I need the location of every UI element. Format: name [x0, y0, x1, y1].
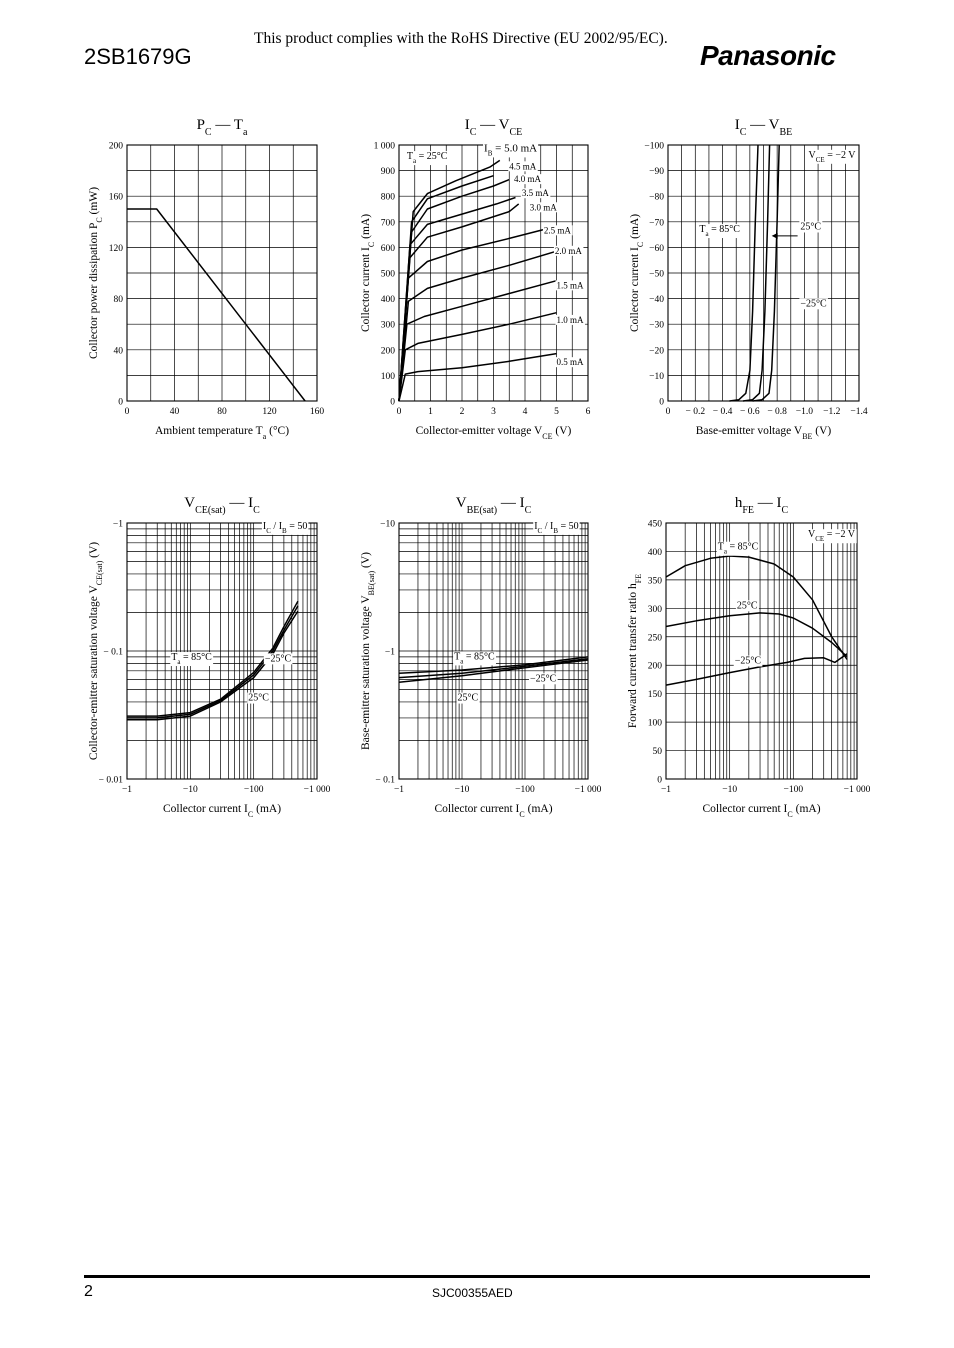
- chart-title: $V_{BE(sat)}$ — $I_C$: [455, 495, 532, 516]
- x-tick-label: 40: [169, 407, 180, 417]
- x-tick-label: 0: [665, 407, 671, 417]
- x-tick-label: −1 000: [843, 785, 871, 795]
- y-tick-label: −90: [649, 167, 664, 178]
- y-tick-label: 40: [113, 346, 123, 357]
- y-axis-label: Forward current transfer ratio $h_{FE}$: [627, 573, 643, 729]
- x-tick-label: 0: [396, 407, 402, 417]
- brand-logo: Panasonic: [700, 40, 836, 71]
- y-tick-label: 160: [108, 192, 123, 203]
- part-number: 2SB1679G: [84, 44, 192, 69]
- y-axis-label: Collector-emitter saturation voltage $V_{CE(sat)}$ (V): [88, 541, 104, 761]
- x-tick-label: −10: [182, 785, 198, 795]
- y-axis-label: Base-emitter saturation voltage $V_{BE(sat)}$ (V): [360, 552, 376, 750]
- annotation: 25°C: [248, 692, 269, 704]
- annotation: $T_a = 85^\circ C$: [171, 652, 212, 667]
- y-tick-label: −1: [384, 647, 395, 658]
- x-tick-label: 2: [459, 407, 465, 417]
- annotation: $T_a = 25^\circ C$: [406, 151, 448, 166]
- y-tick-label: 800: [380, 192, 395, 203]
- y-axis-label: Collector current $I_C$ (mA): [629, 213, 645, 333]
- y-tick-label: −20: [649, 346, 664, 357]
- x-tick-label: −1.4: [850, 407, 868, 417]
- annotation: $I_C / I_B = 50$: [534, 520, 579, 535]
- y-tick-label: 300: [647, 604, 662, 615]
- plot-frame: [666, 523, 857, 779]
- x-tick-label: 4: [522, 407, 528, 417]
- y-tick-label: 100: [380, 371, 395, 382]
- y-tick-label: 150: [647, 690, 662, 701]
- x-tick-label: 6: [585, 407, 591, 417]
- chart-title: $I_C$ — $V_{BE}$: [734, 117, 793, 138]
- y-tick-label: −50: [649, 269, 664, 280]
- y-tick-label: 400: [647, 547, 662, 558]
- y-tick-label: 100: [647, 718, 662, 729]
- y-tick-label: 0: [390, 397, 395, 408]
- annotation: 25°C: [457, 692, 479, 704]
- x-tick-label: −100: [783, 785, 804, 795]
- x-axis-label: Collector current $I_C$ (mA): [702, 803, 821, 819]
- y-tick-label: 500: [380, 269, 395, 280]
- x-axis-label: Collector-emitter voltage $V_{CE}$ (V): [415, 425, 572, 441]
- x-tick-label: −1: [121, 785, 133, 795]
- x-axis-label: Base-emitter voltage $V_{BE}$ (V): [695, 425, 832, 441]
- annotation: $V_{CE} = -2$ V: [808, 529, 856, 544]
- annotation: 0.5 mA: [556, 357, 584, 368]
- chart-hfe-ic: [627, 495, 871, 819]
- y-tick-label: 400: [380, 295, 395, 306]
- chart-ic-vce: [360, 117, 591, 441]
- annotation: 4.0 mA: [513, 174, 541, 185]
- x-tick-label: −10: [722, 785, 738, 795]
- x-axis-label: Collector current $I_C$ (mA): [162, 803, 282, 819]
- annotation: $T_a = 85^\circ C$: [699, 224, 740, 239]
- y-tick-label: −70: [649, 218, 664, 229]
- y-tick-label: − 0.1: [375, 775, 395, 786]
- y-tick-label: −30: [649, 320, 664, 331]
- chart-title: $P_C$ — $T_a$: [196, 117, 248, 138]
- y-tick-label: −40: [649, 295, 664, 306]
- x-tick-label: − 0.6: [740, 407, 760, 417]
- y-tick-label: 200: [647, 661, 662, 672]
- x-tick-label: 3: [491, 407, 496, 417]
- y-tick-label: 900: [380, 167, 395, 178]
- y-tick-label: 200: [380, 346, 395, 357]
- y-tick-label: −100: [644, 141, 664, 152]
- annotation: −25°C: [734, 655, 762, 667]
- annotation: $T_a = 85^\circ C$: [454, 651, 495, 666]
- page-number: 2: [84, 1283, 93, 1300]
- x-tick-label: 5: [554, 407, 559, 417]
- y-tick-label: 200: [108, 141, 123, 152]
- x-tick-label: 0: [124, 407, 130, 417]
- y-axis-label: Collector current $I_C$ (mA): [360, 213, 376, 333]
- y-tick-label: 1 000: [373, 141, 395, 152]
- annotation: 1.5 mA: [556, 280, 584, 291]
- y-tick-label: 700: [380, 218, 395, 229]
- y-tick-label: 450: [647, 519, 662, 530]
- annotation: $T_a = 85^\circ C$: [717, 541, 759, 556]
- arrow-head: [772, 233, 778, 239]
- x-tick-label: − 0.8: [767, 407, 787, 417]
- annotation: 3.5 mA: [521, 188, 549, 199]
- x-tick-label: 120: [262, 407, 277, 417]
- annotation: −25°C: [264, 653, 292, 665]
- y-tick-label: 0: [659, 397, 664, 408]
- rohs-notice: This product complies with the RoHS Directive (EU 2002/95/EC).: [254, 30, 668, 47]
- annotation: $I_C / I_B = 50$: [262, 520, 308, 535]
- chart-title: $V_{CE(sat)}$ — $I_C$: [184, 495, 260, 516]
- x-tick-label: −100: [243, 785, 264, 795]
- chart-vbesat-ic: [360, 495, 602, 819]
- y-tick-label: 0: [657, 775, 662, 786]
- x-tick-label: −1.2: [823, 407, 841, 417]
- annotation: −25°C: [800, 298, 827, 310]
- x-axis-label: Collector current $I_C$ (mA): [434, 803, 553, 819]
- chart-pc-ta: [88, 117, 324, 441]
- y-tick-label: −60: [649, 243, 664, 254]
- annotation: 2.0 mA: [554, 245, 582, 256]
- footer-rule: [84, 1275, 870, 1278]
- y-tick-label: 250: [647, 633, 662, 644]
- x-axis-label: Ambient temperature $T_a$ (°C): [154, 425, 290, 441]
- chart-title: $h_{FE}$ — $I_C$: [734, 495, 789, 516]
- x-tick-label: −1: [393, 785, 405, 795]
- chart-title: $I_C$ — $V_{CE}$: [464, 117, 523, 138]
- annotation: 2.5 mA: [543, 225, 571, 236]
- x-tick-label: 1: [428, 407, 433, 417]
- y-tick-label: 50: [652, 747, 662, 758]
- y-tick-label: 600: [380, 243, 395, 254]
- chart-vcesat-ic: [88, 495, 331, 819]
- x-tick-label: −1.0: [795, 407, 814, 417]
- grid: [127, 520, 317, 779]
- series-line: [666, 613, 847, 657]
- y-tick-label: 350: [647, 576, 662, 587]
- annotation: 25°C: [800, 221, 822, 233]
- x-tick-label: −10: [454, 785, 470, 795]
- grid: [666, 523, 857, 779]
- grid: [668, 145, 859, 401]
- x-tick-label: 80: [217, 407, 227, 417]
- y-tick-label: 300: [380, 320, 395, 331]
- annotation: 25°C: [736, 600, 758, 612]
- y-tick-label: 80: [113, 295, 123, 306]
- x-tick-label: −1: [660, 785, 672, 795]
- y-tick-label: 0: [118, 397, 123, 408]
- annotation: $I_B = 5.0$ mA: [484, 142, 538, 158]
- x-tick-label: − 0.2: [685, 407, 706, 417]
- y-axis-label: Collector power dissipation $P_C$ (mW): [88, 186, 104, 360]
- document-code: SJC00355AED: [432, 1286, 513, 1300]
- y-tick-label: −10: [380, 519, 395, 530]
- y-tick-label: 120: [108, 243, 123, 254]
- annotation: $V_{CE} = -2$ V: [808, 149, 856, 164]
- y-tick-label: −1: [112, 519, 123, 530]
- annotation: −25°C: [529, 673, 557, 685]
- y-tick-label: − 0.01: [98, 775, 123, 786]
- y-tick-label: −10: [649, 371, 664, 382]
- x-tick-label: −1 000: [574, 785, 602, 795]
- x-tick-label: − 0.4: [712, 407, 733, 417]
- x-tick-label: −1 000: [303, 785, 331, 795]
- x-tick-label: 160: [309, 407, 325, 417]
- annotation: 1.0 mA: [556, 314, 584, 325]
- series-line: [127, 209, 305, 401]
- y-tick-label: − 0.1: [103, 647, 123, 658]
- y-tick-label: −80: [649, 192, 664, 203]
- annotation: 4.5 mA: [509, 161, 537, 172]
- x-tick-label: −100: [515, 785, 535, 795]
- grid: [127, 145, 317, 401]
- annotation: 3.0 mA: [529, 202, 557, 213]
- chart-ic-vbe: [629, 117, 868, 441]
